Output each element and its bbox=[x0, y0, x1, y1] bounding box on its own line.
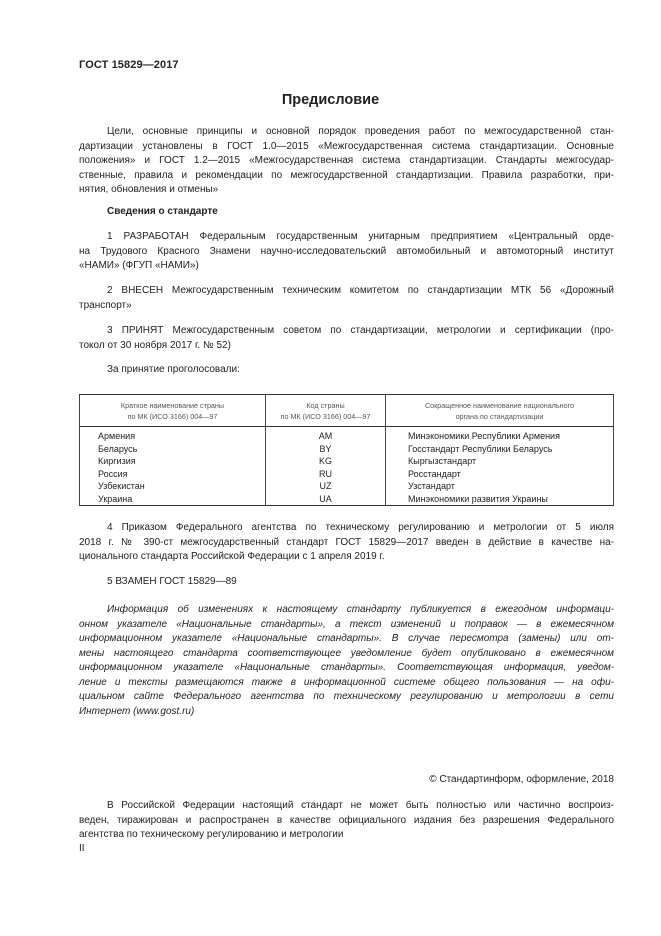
item-2-submitted-by bbox=[79, 284, 614, 313]
item-1-line: «НАМИ» (ФГУП «НАМИ») bbox=[79, 260, 199, 271]
page-number: II bbox=[79, 843, 85, 854]
table-row bbox=[80, 493, 614, 506]
body-cell: Росстандарт bbox=[386, 468, 614, 481]
page-title: Предисловие bbox=[281, 92, 380, 108]
country-cell: Беларусь bbox=[80, 443, 266, 456]
country-cell: Узбекистан bbox=[80, 480, 266, 493]
copyright-notice: © Стандартинформ, оформление, 2018 bbox=[429, 774, 614, 785]
item-5-replaces: 5 ВЗАМЕН ГОСТ 15829—89 bbox=[107, 576, 237, 587]
intro-line: положения» и ГОСТ 1.2—2015 «Межгосударственная система стандартизации. Стандарты межгосудар- bbox=[79, 155, 614, 166]
table-row bbox=[80, 468, 614, 481]
body-cell: Узстандарт bbox=[386, 480, 614, 493]
changes-info-line: онном указателе «Национальные стандарты», а текст изменений и поправок — в ежемесячном bbox=[79, 618, 614, 630]
country-cell: Россия bbox=[80, 468, 266, 481]
table-row bbox=[80, 455, 614, 468]
changes-info-paragraph bbox=[79, 603, 614, 719]
intro-line: нятия, обновления и отмены» bbox=[79, 184, 219, 195]
item-4-line: ционального стандарта Российской Федерации с 1 апреля 2019 г. bbox=[79, 551, 385, 562]
body-cell: Минэкономики развития Украины bbox=[386, 493, 614, 506]
info-heading: Сведения о стандарте bbox=[107, 206, 218, 217]
item-4-line: 2018 г. № 390-ст межгосударственный стандарт ГОСТ 15829—2017 введен в действие в качестве на- bbox=[79, 536, 614, 548]
item-1-developed-by bbox=[79, 230, 614, 274]
item-1-line: на Трудового Красного Знамени научно-исследовательский автомобильный и автомоторный институт bbox=[79, 245, 614, 257]
code-cell: RU bbox=[266, 468, 386, 481]
column-header-code: Код страны по МК (ИСО 3166) 004—97 bbox=[266, 395, 386, 427]
changes-info-line: информационном указателе «Национальные стандарты». В случае пересмотра (замены) или от- bbox=[79, 633, 614, 644]
column-header-body: Сокращенное наименование национального органа по стандартизации bbox=[386, 395, 614, 427]
changes-info-line: ление и тексты размещаются также в информационной системе общего пользования — на офи- bbox=[79, 676, 614, 688]
voting-countries-table bbox=[79, 394, 614, 506]
item-4-enacted bbox=[79, 521, 614, 565]
country-cell: Украина bbox=[80, 493, 266, 506]
code-cell: UZ bbox=[266, 480, 386, 493]
body-cell: Госстандарт Республики Беларусь bbox=[386, 443, 614, 456]
item-2-line: транспорт» bbox=[79, 299, 132, 311]
rights-paragraph bbox=[79, 799, 614, 843]
country-cell: Армения bbox=[80, 427, 266, 443]
rights-line: агентства по техническому регулированию и метрологии bbox=[79, 829, 344, 840]
column-header-country: Краткое наименование страны по МК (ИСО 3166) 004—97 bbox=[80, 395, 266, 427]
intro-line: дартизации установлены в ГОСТ 1.0—2015 «Межгосударственная система стандартизации. Основные bbox=[79, 140, 614, 152]
body-cell: Кыргызстандарт bbox=[386, 455, 614, 468]
table-row bbox=[80, 480, 614, 493]
item-3-line: 3 ПРИНЯТ Межгосударственным советом по стандартизации, метрологии и сертификации (про- bbox=[107, 325, 614, 336]
code-cell: UA bbox=[266, 493, 386, 506]
document-code-header: ГОСТ 15829—2017 bbox=[79, 59, 179, 71]
foreword-intro-paragraph bbox=[79, 125, 614, 198]
item-2-line: 2 ВНЕСЕН Межгосударственным техническим комитетом по стандартизации МТК 56 «Дорожный bbox=[107, 285, 614, 296]
table-row bbox=[80, 443, 614, 456]
rights-line: В Российской Федерации настоящий стандарт не может быть полностью или частично воспроиз- bbox=[107, 800, 614, 811]
changes-info-line: циальном сайте Федерального агентства по техническому регулированию и метрологии в сети bbox=[79, 691, 614, 702]
item-1-line: 1 РАЗРАБОТАН Федеральным государственным унитарным предприятием «Центральный орде- bbox=[107, 231, 614, 242]
code-cell: AM bbox=[266, 427, 386, 443]
voted-label: За принятие проголосовали: bbox=[107, 364, 240, 375]
code-cell: KG bbox=[266, 455, 386, 468]
table-header-row bbox=[80, 395, 614, 427]
changes-info-line: информационном указателе «Национальные стандарты». Соответствующая информация, уведом- bbox=[79, 662, 614, 673]
changes-info-line: мены настоящего стандарта соответствующее уведомление будет опубликовано в ежемесячном bbox=[79, 647, 614, 659]
intro-line: ственные, правила и рекомендации по межгосударственной стандартизации. Правила разработки, при- bbox=[79, 169, 614, 181]
intro-line: Цели, основные принципы и основной порядок проведения работ по межгосударственной стан- bbox=[107, 126, 614, 137]
item-4-line: 4 Приказом Федерального агентства по техническому регулированию и метрологии от 5 июля bbox=[107, 522, 614, 533]
body-cell: Минэкономики Республики Армения bbox=[386, 427, 614, 443]
changes-info-line: Интернет (www.gost.ru) bbox=[79, 705, 195, 717]
item-3-line: токол от 30 ноября 2017 г. № 52) bbox=[79, 339, 231, 351]
table-row bbox=[80, 427, 614, 443]
country-cell: Киргизия bbox=[80, 455, 266, 468]
rights-line: веден, тиражирован и распространен в качестве официального издания без разрешения Федерального bbox=[79, 814, 614, 826]
changes-info-line: Информация об изменениях к настоящему стандарту публикуется в ежегодном информаци- bbox=[107, 604, 614, 615]
code-cell: BY bbox=[266, 443, 386, 456]
item-3-adopted-by bbox=[79, 324, 614, 353]
